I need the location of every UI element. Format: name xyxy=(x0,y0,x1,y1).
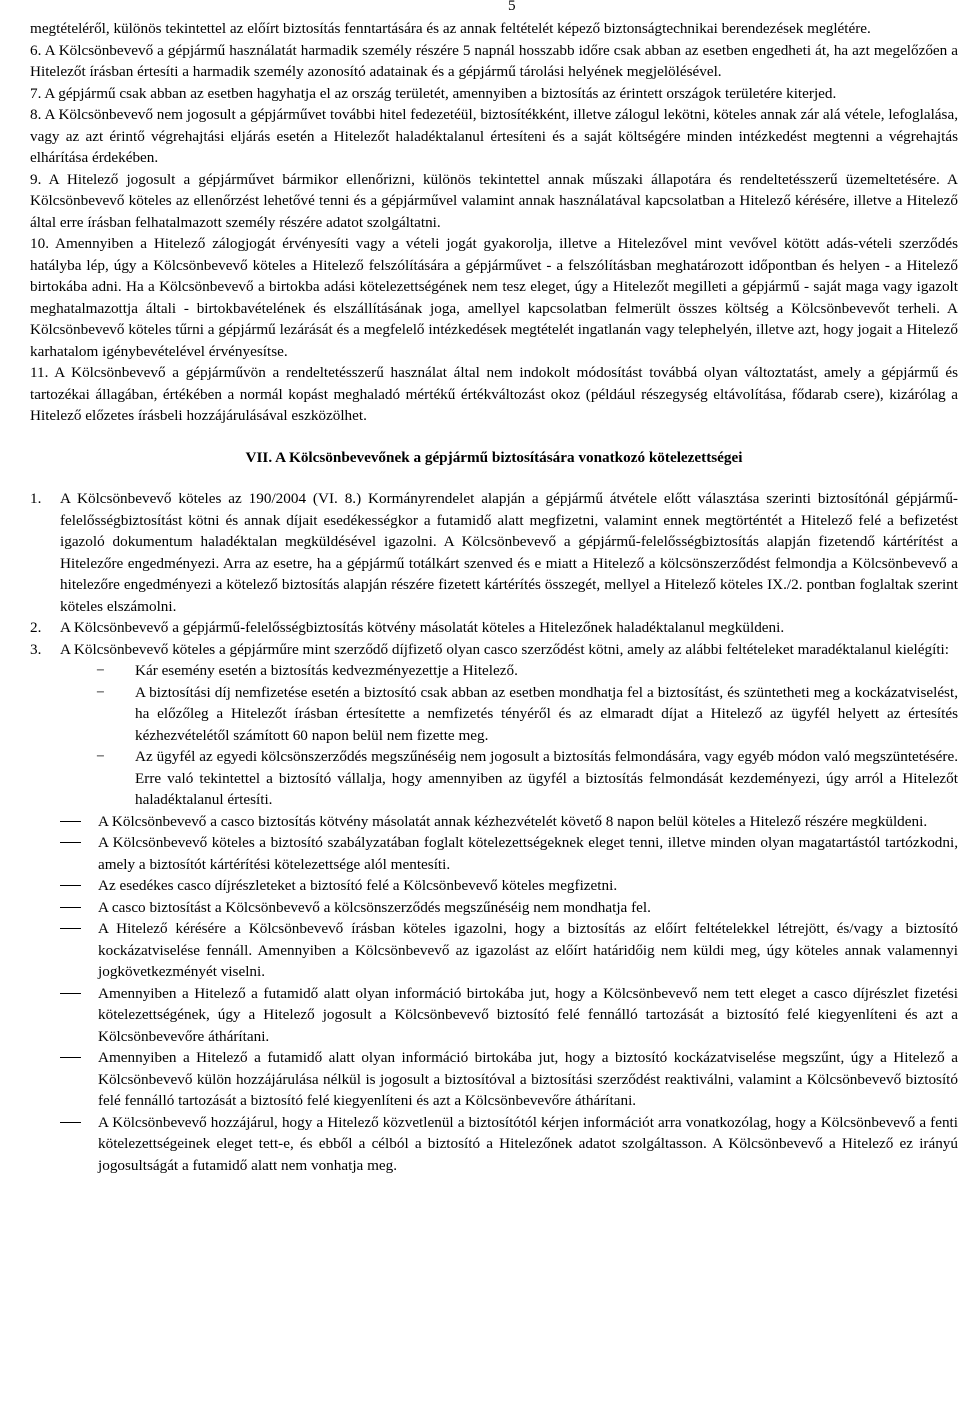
dash-item-text: A Kölcsönbevevő a casco biztosítás kötvény másolatát annak kézhezvételét követő 8 napon belül köteles a Hitelező részére megküldeni. xyxy=(98,812,928,830)
numbered-item xyxy=(30,233,958,362)
section-item xyxy=(30,617,958,639)
dash-item-text: Amennyiben a Hitelező a futamidő alatt olyan információ birtokába jut, hogy a Kölcsönbevevő nem tett eleget a casco díjrészlet fizetési kötelezettségének, úgy a Hitelező jogosult a Kölcsönbevevő biztosító felé fennálló tartozását a biztosító felé kiegyenlíteni és azt a Kölcsönbevevőre áthárítani. xyxy=(98,984,958,1045)
section-items xyxy=(30,488,958,660)
dash-item xyxy=(30,897,958,919)
dash-bullet-icon: − xyxy=(96,683,105,701)
item-text: Amennyiben a Hitelező zálogjogát érvényesíti vagy a vételi jogát gyakorolja, illetve a Hitelezővel mint vevővel kötött adás-vételi szerződés hatályba lép, úgy a Kölcsönbevevő köteles a Hitelező felszólítására a gépjárművet - a felszólításban meghatározott időpontban és helyen - a Hitelező birtokába adni. Ha a Kölcsönbevevő a birtokba adási kötelezettségének nem tesz eleget, úgy a Hitelezőt megilleti a gépjármű - saját maga vagy igazolt meghatalmazottja általi - birtokbavételének és elszállításának joga, amellyel kapcsolatban felmerült összes költség a Kölcsönbevevőt terheli. A Kölcsönbevevő köteles tűrni a gépjármű lezárását és a megfelelő intézkedések megtételét ingatlanán vagy telephelyén, illetve azt, hogy jogait a Hitelező karhatalom igénybevételével érvényesítse. xyxy=(30,235,958,360)
numbered-item xyxy=(30,83,958,105)
sub-bullet-item xyxy=(30,682,958,747)
long-dash-bullet-icon xyxy=(60,1122,81,1123)
dash-item-text: Az esedékes casco díjrészleteket a biztosító felé a Kölcsönbevevő köteles megfizetni. xyxy=(98,877,618,894)
dash-item-text: A Hitelező kérésére a Kölcsönbevevő írásban köteles igazolni, hogy a biztosítás az előírt feltételekkel létrejött, és/vagy a biztosító kockázatviselése fennáll. Amennyiben a Kölcsönbevevő az igazolást az előírt határidőig nem küldi meg, úgy köteles annak valamennyi jogkövetkezményét viselni. xyxy=(98,920,958,980)
item-number: 7. xyxy=(30,84,42,102)
long-dash-bullet-icon xyxy=(60,842,81,843)
intro-continuation: megtételéről, különös tekintettel az előírt biztosítás fenntartására és az annak feltételét képező biztonságtechnikai berendezések meglétére. xyxy=(30,20,871,37)
item-number: 9. xyxy=(30,170,42,188)
item-number: 8. xyxy=(30,106,42,123)
dash-item xyxy=(30,811,958,833)
dash-list xyxy=(30,811,958,1177)
dash-item-text: A Kölcsönbevevő köteles a biztosító szabályzatában foglalt kötelezettségeknek eleget tenni, illetve minden olyan magatartástól tartózkodni, amely a biztosítót kártérítési kötelezettsége alól mentesíti. xyxy=(98,834,958,873)
item-number: 2. xyxy=(30,619,42,636)
numbered-items xyxy=(30,40,958,427)
page-number: 5 xyxy=(508,0,516,14)
item-text: A Kölcsönbevevő köteles a gépjárműre mint szerződő díjfizető olyan casco szerződést kötni, amely az alábbi feltételeket maradéktalanul kielégíti: xyxy=(60,640,949,658)
sub-bullet-text: Kár esemény esetén a biztosítás kedvezményezettje a Hitelező. xyxy=(135,662,518,679)
item-number: 1. xyxy=(30,490,42,507)
long-dash-bullet-icon xyxy=(60,1057,81,1058)
dash-item xyxy=(30,983,958,1048)
item-text: A Kölcsönbevevő a gépjármű-felelősségbiztosítás kötvény másolatát köteles a Hitelezőnek haladéktalanul megküldeni. xyxy=(60,619,785,636)
sub-bullet-item xyxy=(30,746,958,811)
item-number: 11. xyxy=(30,364,49,381)
item-text: A Hitelező jogosult a gépjárművet bármikor ellenőrizni, különös tekintettel annak műszaki állapotára és rendeltetésszerű üzemeltetésére. A Kölcsönbevevő köteles az ellenőrzést lehetővé tenni és a gépjárművel valamint annak használatával kapcsolatban a Hitelező kérésére, illetve a Hitelező által erre írásban felhatalmazott személy részére adatot szolgáltatni. xyxy=(30,170,959,231)
item-text: A gépjármű csak abban az esetben hagyhatja el az ország területét, amennyiben a biztosítás az érintett országok területére kiterjed. xyxy=(44,84,837,102)
dash-item xyxy=(30,1112,958,1177)
item-text: A Kölcsönbevevő köteles az 190/2004 (VI. 8.) Kormányrendelet alapján a gépjármű átvétele előtt választása szerinti biztosítónál gépjármű-felelősségbiztosítást kötni és annak díjait esedékességkor a futamidő alatt megfizetni, valamint ennek megtörténtét a Hitelező felé a befizetést igazoló dokumentum haladéktalan megküldésével igazolni. A Kölcsönbevevő a gépjármű-felelősségbiztosítás alapján fizetendő kártérítést a Hitelezőre engedményezi. Arra az esetre, ha a gépjármű totálkárt szenved és e miatt a Hitelező a kölcsönszerződést felmondja a Kölcsönbevevő a hitelezőre engedményezi a kötelező biztosítás alapján részére fizetett kártérítés összegét, mellyel a Hitelező köteles IX./2. pontban foglaltak szerint köteles elszámolni. xyxy=(60,490,958,615)
dash-item-text: Amennyiben a Hitelező a futamidő alatt olyan információ birtokába jut, hogy a biztosító kockázatviselése megszűnt, úgy a Hitelező a Kölcsönbevevő külön hozzájárulása nélkül is jogosult a biztosítóval a biztosítási szerződést reaktiválni, valamint a Kölcsönbevevő biztosító felé fennálló tartozását a biztosító felé kiegyenlíteni és azt a Kölcsönbevevőre áthárítani. xyxy=(98,1049,958,1109)
long-dash-bullet-icon xyxy=(60,993,81,994)
dash-item-text: A casco biztosítást a Kölcsönbevevő a kölcsönszerződés megszűnéséig nem mondhatja fel. xyxy=(98,898,651,916)
long-dash-bullet-icon xyxy=(60,928,81,929)
long-dash-bullet-icon xyxy=(60,885,81,886)
numbered-item xyxy=(30,362,958,427)
sub-bullet-text: Az ügyfél az egyedi kölcsönszerződés megszűnéséig nem jogosult a biztosítás felmondására, vagy egyéb módon való megszüntetésére. Erre való tekintettel a biztosító vállalja, hogy amennyiben az ügyfél a biztosítás felmondását kezdeményezi, úgy arról a Hitelezőt haladéktalanul értesíti. xyxy=(135,748,958,808)
item-text: A Kölcsönbevevő a gépjárművön a rendeltetésszerű használat által nem indokolt módosítást továbbá olyan változtatást, amely a gépjármű és tartozékai állagában, értékében a normál kopást meghaladó mértékű értékváltozást okoz (például részegység eltávolítása, fődarab csere), kizárólag a Hitelező előzetes írásbeli hozzájárulásával eszközölhet. xyxy=(30,364,958,424)
section-item xyxy=(30,488,958,617)
item-number: 3. xyxy=(30,640,42,658)
dash-item xyxy=(30,1047,958,1112)
section-item xyxy=(30,639,958,661)
dash-item xyxy=(30,875,958,897)
document-page xyxy=(30,0,958,1176)
dash-item xyxy=(30,832,958,875)
sub-bullet-text: A biztosítási díj nemfizetése esetén a biztosító csak abban az esetben mondhatja fel a biztosítást, és szüntetheti meg a kockázatviselést, ha előzőleg a Hitelezőt írásban értesítette a nemfizetés tényéről és az elmaradt díjat a Hitelező az ügyfél helyett az értesítés kézhezvételétől számított 60 napon belül nem fizette meg. xyxy=(135,683,958,744)
long-dash-bullet-icon xyxy=(60,821,81,822)
item-number: 10. xyxy=(30,235,49,252)
sub-bullet-list xyxy=(30,660,958,811)
numbered-item xyxy=(30,169,958,234)
numbered-item xyxy=(30,40,958,83)
dash-item xyxy=(30,918,958,983)
numbered-item xyxy=(30,104,958,169)
dash-bullet-icon: − xyxy=(96,662,105,679)
item-text: A Kölcsönbevevő nem jogosult a gépjárművet további hitel fedezetéül, biztosítékként, illetve zálogul lekötni, köteles annak zár alá vétele, lefoglalása, vagy az azt érintő végrehajtási eljárás esetén a Hitelezőt haladéktalanul értesíteni és a saját költségére minden intézkedést megtenni a végrehajtás elhárítása érdekében. xyxy=(30,106,958,166)
sub-bullet-item xyxy=(30,660,958,682)
long-dash-bullet-icon xyxy=(60,907,81,908)
dash-bullet-icon: − xyxy=(96,748,105,765)
item-number: 6. xyxy=(30,41,42,59)
section-heading: VII. A Kölcsönbevevőnek a gépjármű biztosítására vonatkozó kötelezettségei xyxy=(245,448,743,466)
dash-item-text: A Kölcsönbevevő hozzájárul, hogy a Hitelező közvetlenül a biztosítótól kérjen információt arra vonatkozólag, hogy a Kölcsönbevevő a fenti kötelezettségeinek eleget tett-e, és ebből a célból a biztosító a Hitelezőnek adatot szolgáltasson. A Kölcsönbevevő a Hitelező ez irányú jogosultságát a futamidő alatt nem vonhatja meg. xyxy=(98,1113,958,1174)
item-text: A Kölcsönbevevő a gépjármű használatát harmadik személy részére 5 napnál hosszabb időre csak abban az esetben engedheti át, ha azt megelőzően a Hitelezőt írásban értesíti a harmadik személy azonosító adatainak és a gépjármű tárolási helyének megjelölésével. xyxy=(30,41,958,80)
